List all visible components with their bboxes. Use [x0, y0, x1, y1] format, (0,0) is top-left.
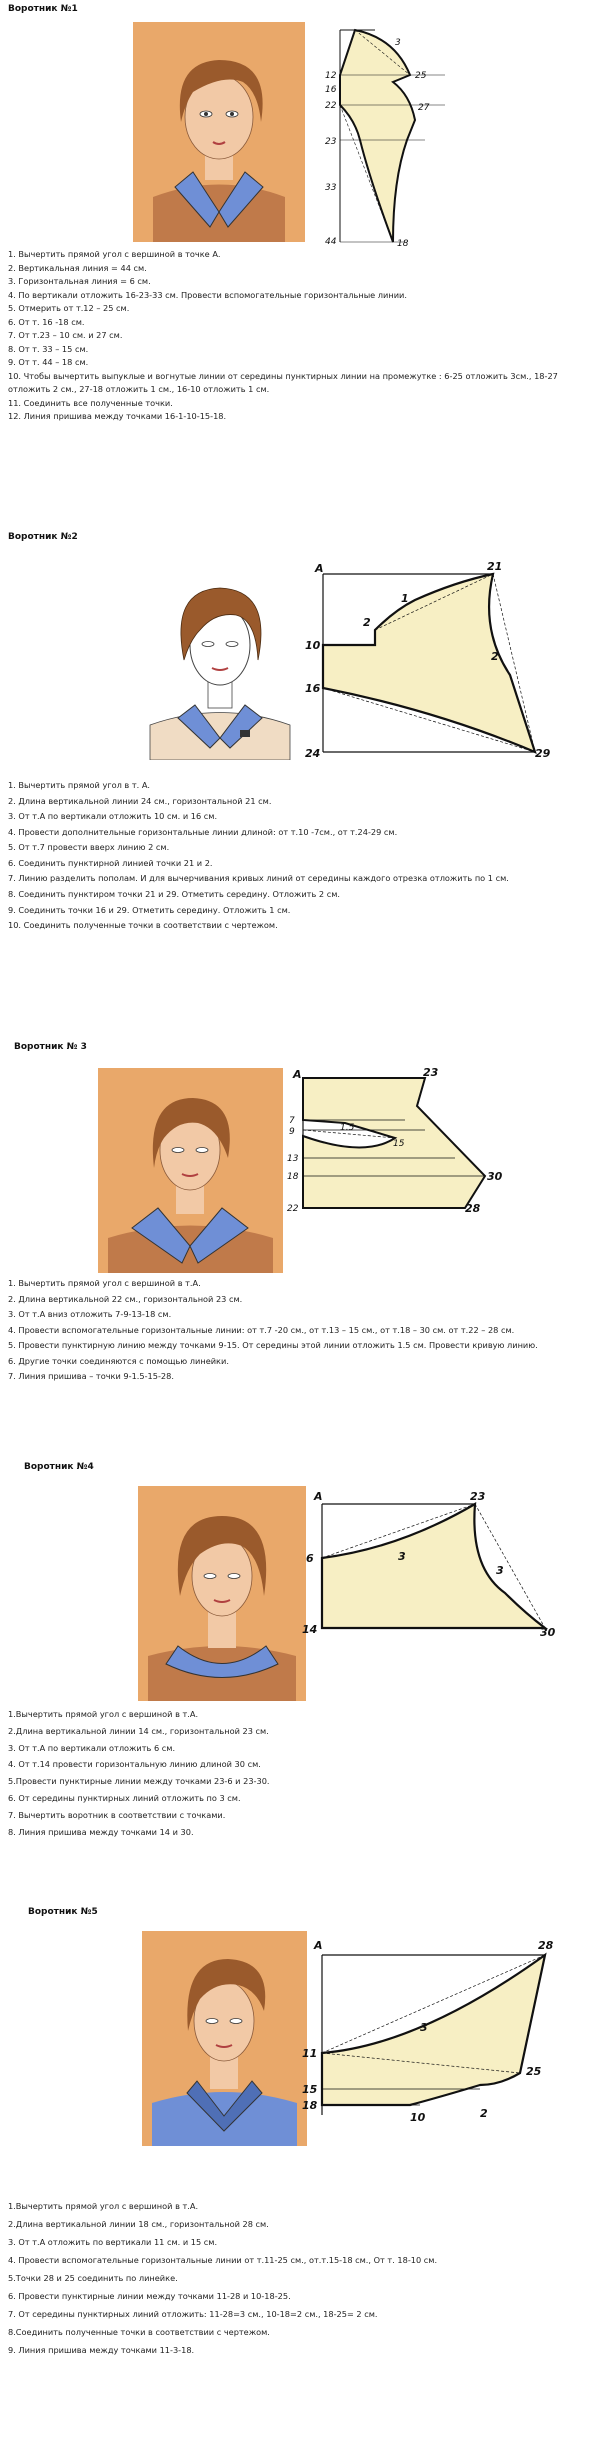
label: A: [293, 1068, 302, 1081]
instruction-step: 1. Вычертить прямой угол в т. А.: [8, 780, 151, 790]
label: 24: [305, 747, 321, 760]
instruction-step: 11. Соединить все полученные точки.: [8, 397, 173, 408]
label: 44: [325, 237, 337, 247]
label: 10: [305, 639, 321, 652]
pattern-diagram: [305, 560, 565, 775]
label: 30: [540, 1626, 556, 1639]
section-title: Воротник №4: [24, 1462, 94, 1472]
label: 18: [397, 239, 409, 249]
label: 27: [418, 103, 430, 113]
instruction-step: 1.Вычертить прямой угол с вершиной в т.А.: [8, 1709, 199, 1719]
instruction-step: 6. Соединить пунктирной линией точки 21 и 2.: [8, 857, 213, 868]
label: 28: [538, 1939, 554, 1952]
portrait-image: [138, 1486, 306, 1701]
label: 7: [289, 1116, 295, 1126]
instruction-step: 3. От т.А отложить по вертикали 11 см. и 15 см.: [8, 2237, 218, 2248]
pattern-diagram: [300, 1488, 560, 1643]
label: 9: [289, 1127, 295, 1137]
label: 15: [302, 2083, 318, 2096]
instruction-step: 4. Провести вспомогательные горизонтальные линии: от т.7 -20 см., от т.13 – 15 см., от т.18 – 30 см. от т.22 – 28 см.: [8, 1324, 515, 1335]
pattern-diagram: [315, 20, 485, 250]
instruction-step: 2. Длина вертикальной 22 см., горизонтальной 23 см.: [8, 1293, 243, 1304]
label: 12: [325, 71, 337, 81]
label: A: [314, 1939, 323, 1952]
instruction-step: 6. От т. 16 -18 см.: [8, 316, 85, 327]
instruction-step: 2.Длина вертикальной линии 18 см., горизонтальной 28 см.: [8, 2219, 269, 2230]
instruction-step: 1.Вычертить прямой угол с вершиной в т.А.: [8, 2201, 199, 2211]
label: 25: [415, 71, 427, 81]
label: 16: [325, 85, 337, 95]
label: 2: [363, 616, 371, 629]
instruction-list: [8, 2197, 596, 2359]
instruction-step: 7. Линию разделить пополам. И для вычерчивания кривых линий от середины каждого отрезка отложить по 1 см.: [8, 873, 509, 884]
portrait-image: [142, 1931, 307, 2146]
collar-section-1: [0, 0, 604, 540]
label: 28: [465, 1202, 481, 1215]
label: 23: [423, 1068, 439, 1079]
label: 15: [393, 1139, 405, 1149]
instruction-step: 6. Другие точки соединяются с помощью линейки.: [8, 1355, 229, 1366]
instruction-step: 3. От т.А по вертикали отложить 6 см.: [8, 1742, 176, 1753]
instruction-step: 3. Горизонтальная линия = 6 см.: [8, 276, 151, 287]
portrait-image: [133, 22, 305, 242]
label: 11: [302, 2047, 318, 2060]
label: 25: [526, 2065, 542, 2078]
instruction-step: 8.Соединить полученные точки в соответствии с чертежом.: [8, 2327, 270, 2338]
instruction-step: 9. Линия пришива между точками 11-3-18.: [8, 2345, 195, 2356]
instruction-step: 7. Вычертить воротник в соответствии с точками.: [8, 1809, 226, 1820]
label: 6: [306, 1552, 314, 1565]
label: 3: [395, 38, 401, 48]
instruction-step: 8. От т. 33 – 15 см.: [8, 343, 89, 354]
instruction-step: 4. От т.14 провести горизонтальную линию длиной 30 см.: [8, 1759, 261, 1770]
label: 3: [420, 2021, 428, 2034]
instruction-step: 5. От т.7 провести вверх линию 2 см.: [8, 842, 170, 853]
instruction-step: 8. Соединить пунктиром точки 21 и 29. Отметить середину. Отложить 2 см.: [8, 889, 340, 900]
label: A: [315, 562, 324, 575]
instruction-step: 8. Линия пришива между точками 14 и 30.: [8, 1826, 194, 1837]
label: 16: [305, 682, 321, 695]
instruction-list: [8, 1706, 596, 1841]
instruction-step: 5.Точки 28 и 25 соединить по линейке.: [8, 2273, 178, 2284]
instruction-step: 5.Провести пунктирные линии между точками 23-6 и 23-30.: [8, 1776, 270, 1787]
label: 22: [287, 1204, 299, 1214]
label: 2: [480, 2107, 488, 2120]
label: 21: [487, 560, 503, 573]
label: 30: [487, 1170, 503, 1183]
instruction-step: 2.Длина вертикальной линии 14 см., горизонтальной 23 см.: [8, 1725, 269, 1736]
collar-section-2: [0, 530, 604, 1040]
instruction-step: 1. Вычертить прямой угол с вершиной в т.А.: [8, 1278, 201, 1288]
section-title: Воротник №5: [28, 1907, 98, 1917]
label: 1: [401, 592, 409, 605]
section-title: Воротник № 3: [14, 1042, 87, 1052]
instruction-step: 3. От т.А вниз отложить 7-9-13-18 см.: [8, 1309, 172, 1320]
section-title: Воротник №2: [8, 532, 78, 542]
label: 3: [398, 1550, 406, 1563]
instruction-list: [8, 778, 596, 934]
instruction-step: 12. Линия пришива между точками 16-1-10-15-18.: [8, 411, 227, 422]
collar-section-4: [0, 1460, 604, 1905]
instruction-step: 9. От т. 44 – 18 см.: [8, 357, 89, 368]
instruction-step: 4. По вертикали отложить 16-23-33 см. Провести вспомогательные горизонтальные линии.: [8, 289, 407, 300]
pattern-diagram: [285, 1068, 515, 1218]
label: 10: [410, 2111, 426, 2124]
instruction-list: [8, 1276, 596, 1385]
instruction-step: 6. От середины пунктирных линий отложить по 3 см.: [8, 1793, 241, 1804]
instruction-step: 5. Провести пунктирную линию между точками 9-15. От середины этой линии отложить 1.5 см. Провести кривую линию.: [8, 1340, 538, 1351]
instruction-step: 10. Чтобы вычертить выпуклые и вогнутые линии от середины пунктирных линии на промежутке : 6-25 отложить 3см., 18-27 отложить 2 см., 27-18 отложить 1 см., 16-10 отложить 1 см.: [8, 370, 558, 395]
instruction-list: [8, 248, 596, 424]
collar-section-5: [0, 1905, 604, 2458]
instruction-step: 4. Провести дополнительные горизонтальные линии длиной: от т.10 -7см., от т.24-29 см.: [8, 826, 398, 837]
pattern-diagram: [300, 1935, 565, 2135]
instruction-step: 5. Отмерить от т.12 – 25 см.: [8, 303, 130, 314]
instruction-step: 3. От т.А по вертикали отложить 10 см. и 16 см.: [8, 811, 218, 822]
instruction-step: 6. Провести пунктирные линии между точками 11-28 и 10-18-25.: [8, 2291, 291, 2302]
instruction-step: 10. Соединить полученные точки в соответствии с чертежом.: [8, 920, 278, 931]
label: 1.5: [340, 1123, 355, 1133]
label: 22: [325, 101, 337, 111]
instruction-step: 7. От т.23 – 10 см. и 27 см.: [8, 330, 123, 341]
instruction-step: 7. Линия пришива – точки 9-1.5-15-28.: [8, 1371, 174, 1382]
portrait-image: [98, 1068, 283, 1273]
portrait-image: [140, 560, 300, 760]
instruction-step: 7. От середины пунктирных линий отложить: 11-28=3 см., 10-18=2 см., 18-25= 2 см.: [8, 2309, 378, 2320]
section-title: Воротник №1: [8, 4, 78, 14]
instruction-step: 2. Длина вертикальной линии 24 см., горизонтальной 21 см.: [8, 795, 272, 806]
label: 33: [325, 183, 337, 193]
collar-section-3: [0, 1040, 604, 1460]
label: 14: [302, 1623, 318, 1636]
label: 29: [535, 747, 551, 760]
instruction-step: 1. Вычертить прямой угол с вершиной в точке А.: [8, 249, 221, 259]
instruction-step: 4. Провести вспомогательные горизонтальные линии от т.11-25 см., от.т.15-18 см., От т. 18-10 см.: [8, 2255, 438, 2266]
label: 18: [287, 1172, 299, 1182]
label: 3: [496, 1564, 504, 1577]
label: A: [314, 1490, 323, 1503]
label: 23: [470, 1490, 486, 1503]
label: 23: [325, 137, 337, 147]
label: 18: [302, 2099, 318, 2112]
label: 2: [491, 650, 499, 663]
instruction-step: 2. Вертикальная линия = 44 см.: [8, 262, 147, 273]
instruction-step: 9. Соединить точки 16 и 29. Отметить середину. Отложить 1 см.: [8, 904, 291, 915]
label: 13: [287, 1154, 299, 1164]
